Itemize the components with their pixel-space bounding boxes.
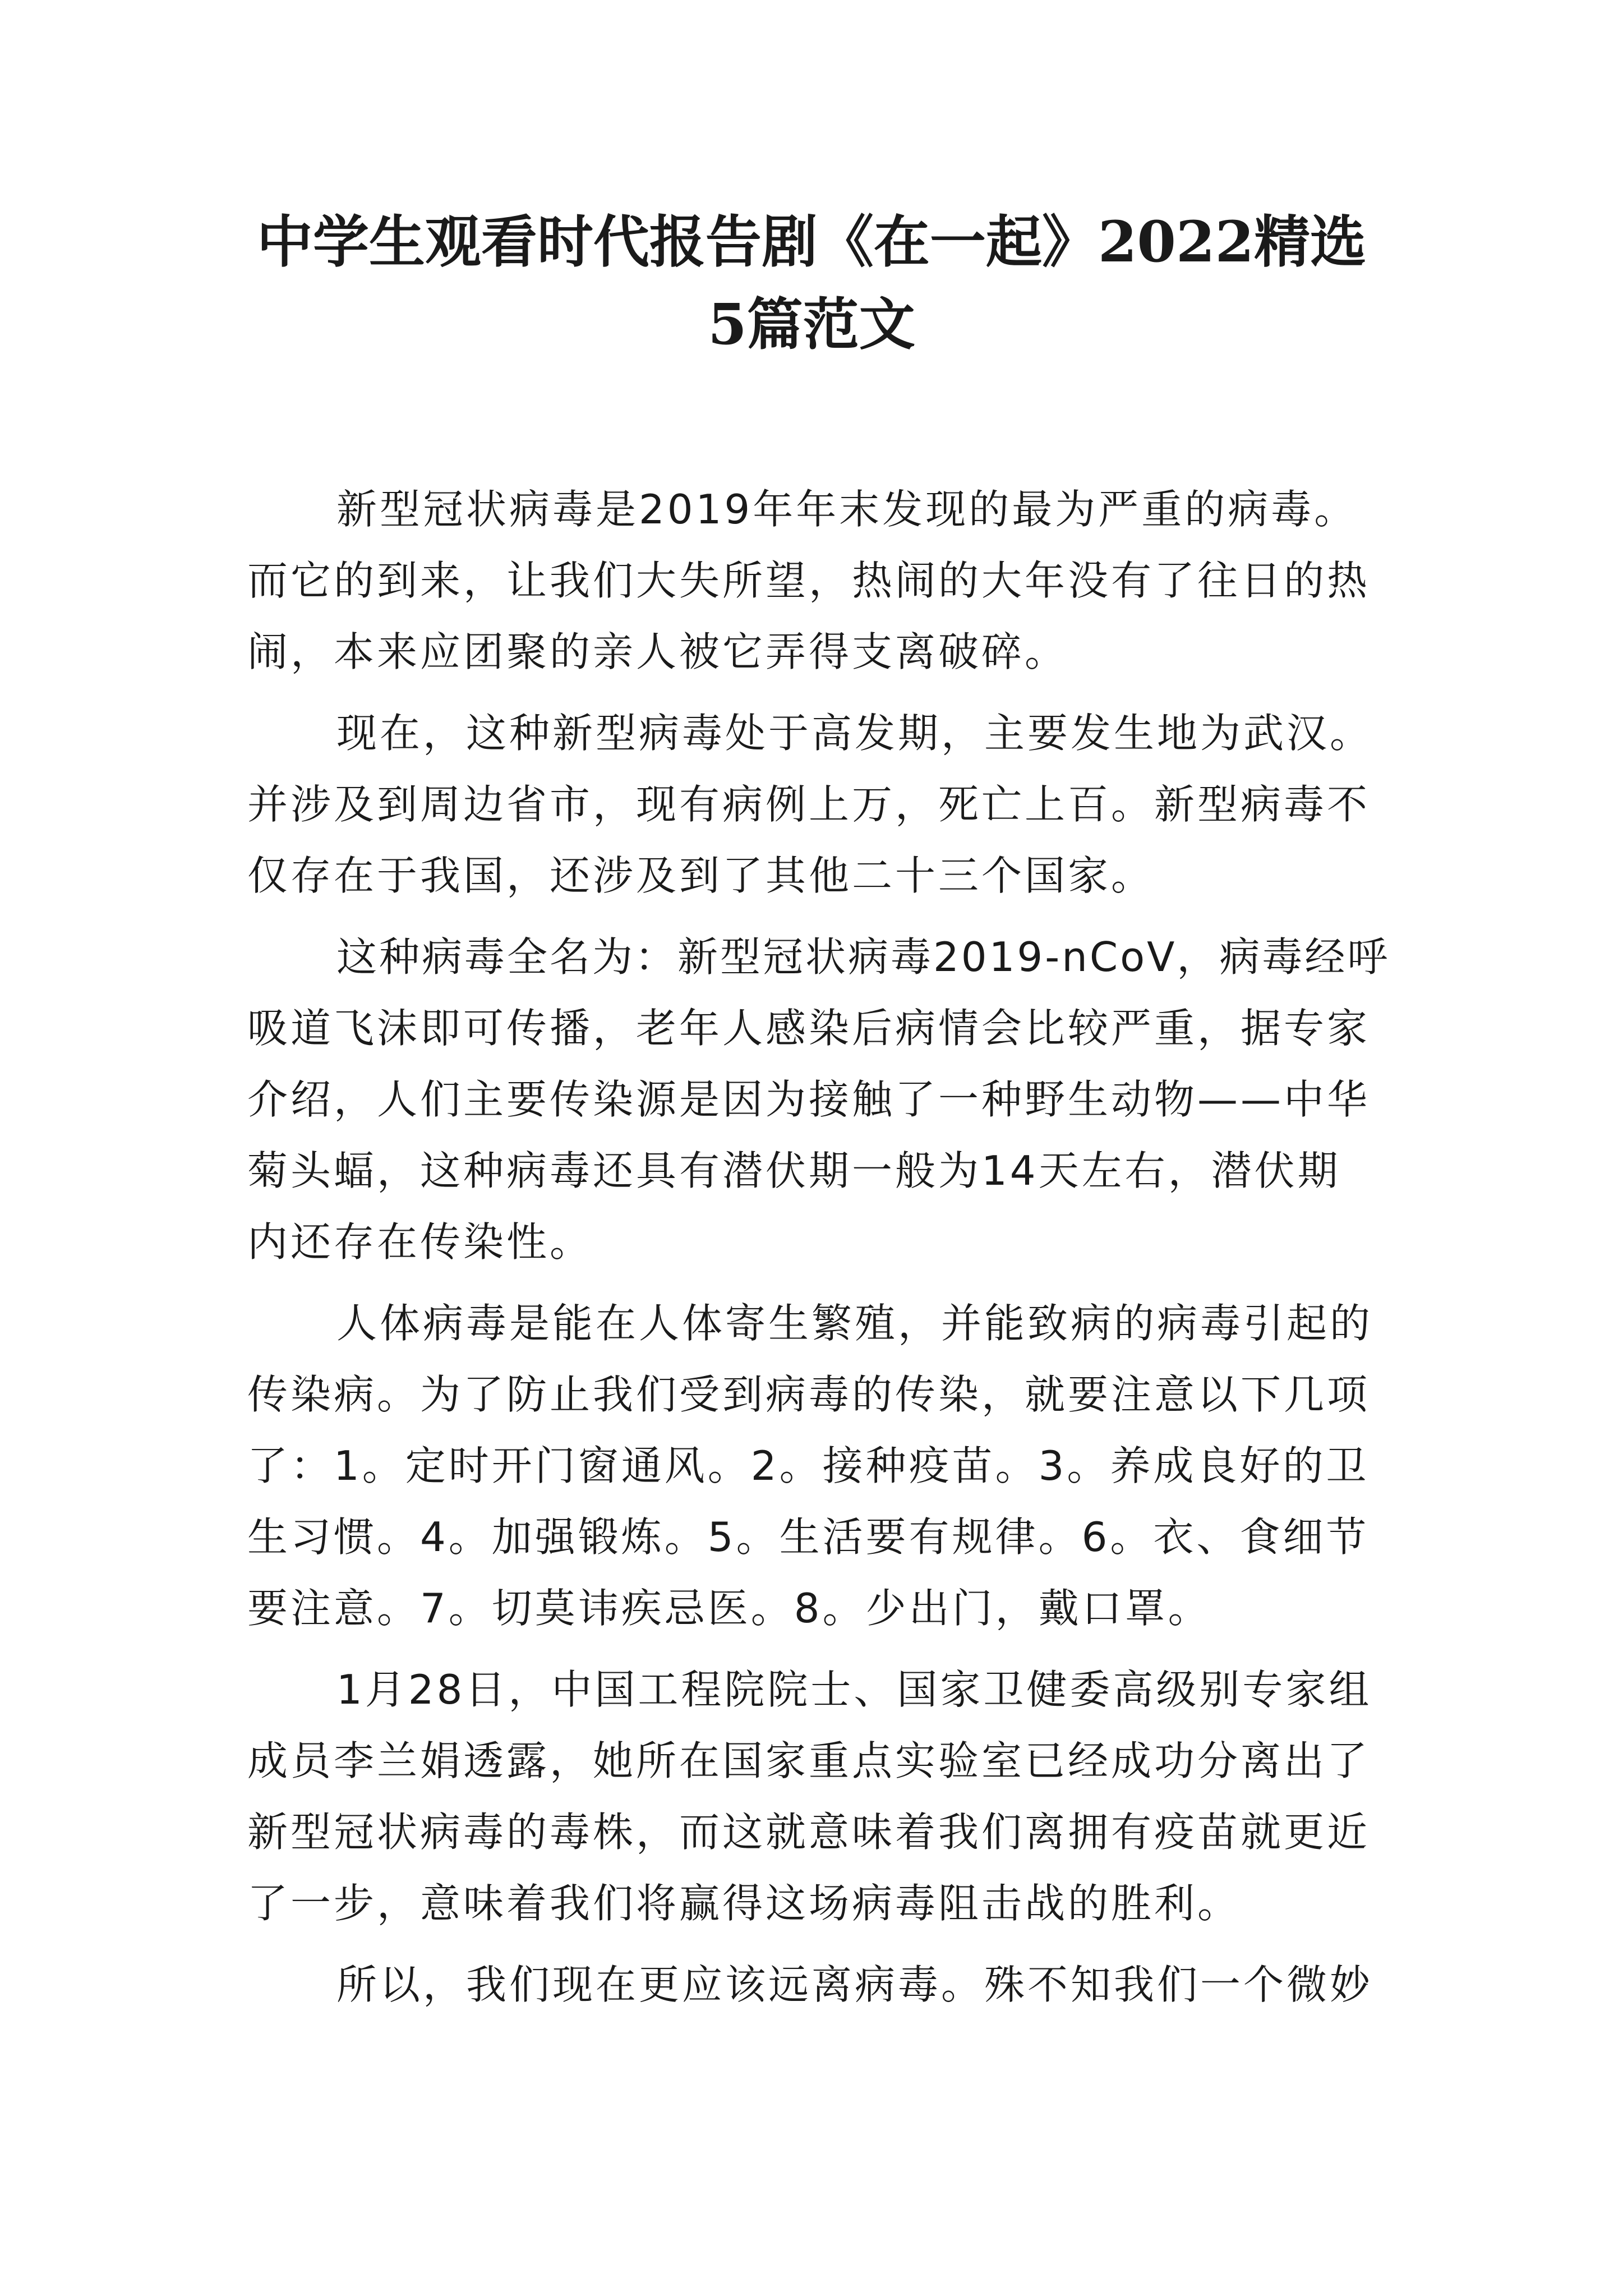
body-text-line: 新型冠状病毒是2019年年末发现的最为严重的病毒。 xyxy=(336,486,1358,533)
body-text-line: 而它的到来，让我们大失所望，热闹的大年没有了往日的热 xyxy=(247,557,1371,604)
body-text-line: 人体病毒是能在人体寄生繁殖，并能致病的病毒引起的 xyxy=(336,1300,1373,1347)
body-text-line: 这种病毒全名为：新型冠状病毒2019-nCoV，病毒经呼 xyxy=(336,933,1390,981)
body-text-line: 新型冠状病毒的毒株，而这就意味着我们离拥有疫苗就更近 xyxy=(247,1809,1371,1856)
body-text-line: 闹，本来应团聚的亲人被它弄得支离破碎。 xyxy=(247,628,1068,675)
body-text-line: 菊头蝠，这种病毒还具有潜伏期一般为14天左右，潜伏期 xyxy=(247,1147,1341,1194)
body-text-line: 了：1。定时开门窗通风。2。接种疫苗。3。养成良好的卫 xyxy=(247,1442,1370,1489)
body-text-line: 1月28日，中国工程院院士、国家卫健委高级别专家组 xyxy=(336,1666,1372,1713)
body-text-line: 介绍，人们主要传染源是因为接触了一种野生动物——中华 xyxy=(247,1076,1371,1123)
body-text-line: 传染病。为了防止我们受到病毒的传染，就要注意以下几项 xyxy=(247,1371,1371,1418)
body-text-line: 仅存在于我国，还涉及到了其他二十三个国家。 xyxy=(247,852,1155,899)
body-text-line: 要注意。7。切莫讳疾忌医。8。少出门，戴口罩。 xyxy=(247,1585,1211,1632)
body-text-line: 现在，这种新型病毒处于高发期，主要发生地为武汉。 xyxy=(336,710,1373,757)
document-title-line-1: 中学生观看时代报告剧《在一起》2022精选 xyxy=(256,209,1367,275)
body-text-line: 所以，我们现在更应该远离病毒。殊不知我们一个微妙 xyxy=(336,1961,1373,2008)
body-text-line: 生习惯。4。加强锻炼。5。生活要有规律。6。衣、食细节 xyxy=(247,1513,1370,1561)
body-text-line: 吸道飞沫即可传播，老年人感染后病情会比较严重，据专家 xyxy=(247,1005,1371,1052)
body-text-line: 成员李兰娟透露，她所在国家重点实验室已经成功分离出了 xyxy=(247,1737,1371,1784)
body-text-line: 并涉及到周边省市，现有病例上万，死亡上百。新型病毒不 xyxy=(247,781,1371,828)
body-text-line: 内还存在传染性。 xyxy=(247,1218,593,1266)
body-text-line: 了一步，意味着我们将赢得这场病毒阻击战的胜利。 xyxy=(247,1880,1241,1927)
document-title-line-2: 5篇范文 xyxy=(708,291,915,357)
